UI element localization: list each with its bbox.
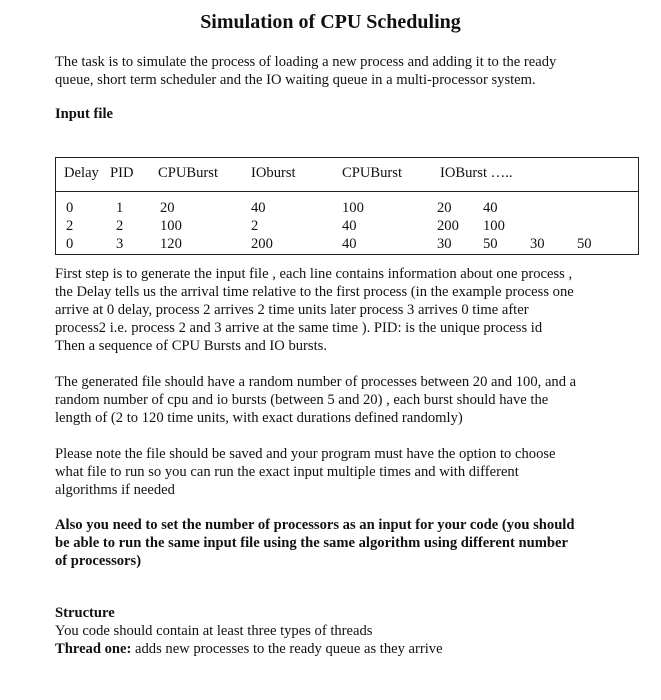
- table-cell: 50: [483, 236, 498, 252]
- paragraph-line: the Delay tells us the arrival time relative to the first process (in the example process one: [55, 284, 574, 300]
- table-cell: 200: [251, 236, 273, 252]
- table-header-cpuburst-2: CPUBurst: [342, 165, 403, 181]
- intro-paragraph: [55, 53, 615, 89]
- table-cell: 120: [160, 236, 182, 252]
- input-file-heading: Input file: [55, 106, 113, 122]
- paragraph-line: length of (2 to 120 time units, with exact durations defined randomly): [55, 410, 463, 426]
- table-header-cpuburst-1: CPUBurst: [158, 165, 219, 181]
- table-header-delay: Delay: [64, 165, 99, 181]
- paragraph-line: arrive at 0 delay, process 2 arrives 2 time units later process 3 arrives 0 time after: [55, 302, 529, 318]
- table-cell: 20: [437, 200, 452, 216]
- intro-line: The task is to simulate the process of loading a new process and adding it to the ready: [55, 54, 557, 70]
- paragraph-line: Also you need to set the number of processors as an input for your code (you should: [55, 517, 575, 533]
- table-header-divider: [55, 191, 639, 192]
- intro-line: queue, short term scheduler and the IO waiting queue in a multi-processor system.: [55, 72, 536, 88]
- table-cell: 3: [116, 236, 124, 252]
- table-cell: 2: [116, 218, 124, 234]
- paragraph-line: Please note the file should be saved and your program must have the option to choose: [55, 446, 556, 462]
- page-title: Simulation of CPU Scheduling: [200, 11, 461, 33]
- table-cell: 30: [530, 236, 545, 252]
- table-cell: 100: [160, 218, 182, 234]
- structure-line: You code should contain at least three types of threads: [55, 623, 373, 639]
- table-cell: 2: [251, 218, 259, 234]
- paragraph-line: be able to run the same input file using the same algorithm using different number: [55, 535, 568, 551]
- paragraph-generated-file: [55, 373, 635, 427]
- thread-one-label: Thread one:: [55, 641, 132, 657]
- table-cell: 1: [116, 200, 124, 216]
- table-cell: 40: [483, 200, 498, 216]
- paragraph-line: algorithms if needed: [55, 482, 175, 498]
- table-header-ioburst-2: IOBurst …..: [440, 165, 513, 181]
- paragraph-line: First step is to generate the input file , each line contains information about one process ,: [55, 266, 573, 282]
- paragraph-line: of processors): [55, 553, 142, 569]
- table-cell: 40: [342, 236, 357, 252]
- table-cell: 50: [577, 236, 592, 252]
- table-cell: 200: [437, 218, 459, 234]
- paragraph-line: what file to run so you can run the exact input multiple times and with different: [55, 464, 519, 480]
- table-cell: 0: [66, 200, 74, 216]
- table-cell: 30: [437, 236, 452, 252]
- table-cell: 100: [342, 200, 364, 216]
- table-cell: 40: [342, 218, 357, 234]
- table-header-pid: PID: [110, 165, 134, 181]
- table-cell: 2: [66, 218, 74, 234]
- paragraph-line: process2 i.e. process 2 and 3 arrive at the same time ). PID: is the unique process id: [55, 320, 543, 336]
- paragraph-line: Then a sequence of CPU Bursts and IO bursts.: [55, 338, 327, 354]
- paragraph-processors-input: [55, 516, 635, 570]
- paragraph-line: The generated file should have a random number of processes between 20 and 100, and a: [55, 374, 577, 390]
- table-cell: 0: [66, 236, 74, 252]
- structure-heading: Structure: [55, 605, 115, 621]
- thread-one-text: adds new processes to the ready queue as they arrive: [131, 641, 443, 657]
- table-cell: 40: [251, 200, 266, 216]
- table-cell: 20: [160, 200, 175, 216]
- thread-one-line: [55, 640, 615, 658]
- paragraph-line: random number of cpu and io bursts (between 5 and 20) , each burst should have the: [55, 392, 549, 408]
- table-cell: 100: [483, 218, 505, 234]
- paragraph-input-explanation: [55, 265, 635, 355]
- paragraph-save-file-note: [55, 445, 635, 499]
- table-header-ioburst-1: IOburst: [251, 165, 296, 181]
